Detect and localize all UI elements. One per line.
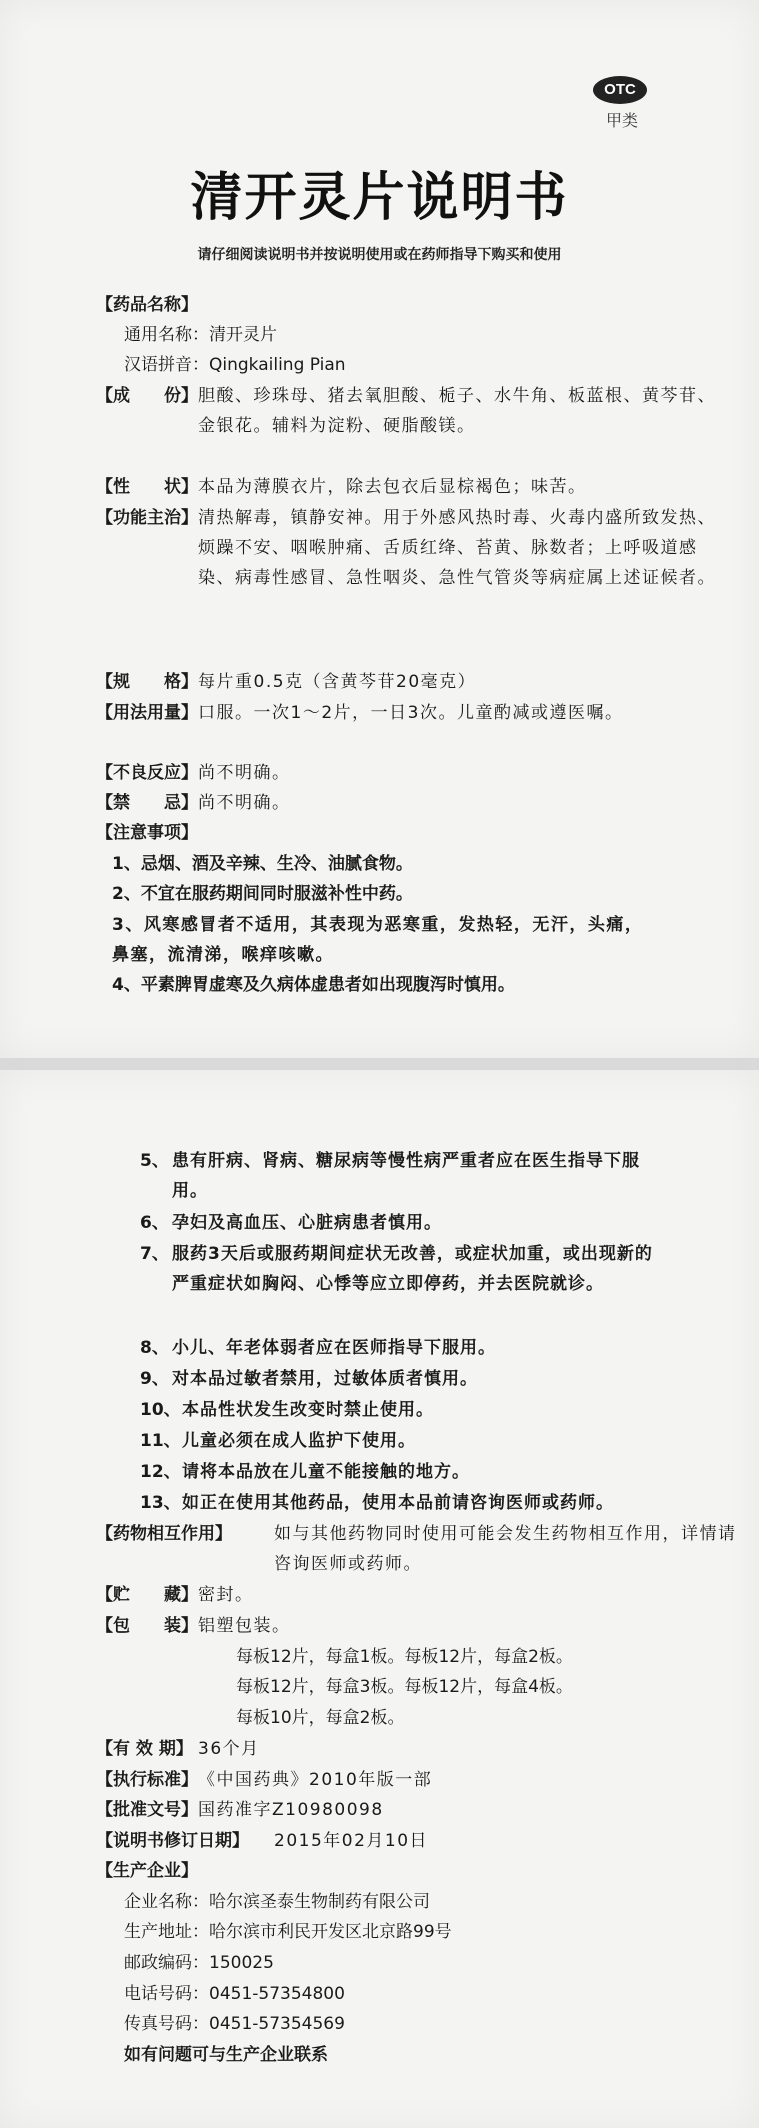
contraindications-text: 尚不明确。 xyxy=(198,793,291,813)
drug-name-heading: 【药品名称】 xyxy=(96,295,198,315)
precaution-item xyxy=(112,910,652,970)
precaution-number: 10、 xyxy=(140,1400,181,1420)
precaution-item: 2、不宜在服药期间同时服滋补性中药。 xyxy=(112,884,413,904)
pinyin-name: 汉语拼音：Qingkailing Pian xyxy=(124,355,346,375)
revision-label: 【说明书修订日期】 xyxy=(96,1831,249,1851)
contact-note: 如有问题可与生产企业联系 xyxy=(124,2045,328,2065)
precaution-number: 7、 xyxy=(140,1244,169,1264)
precaution-item xyxy=(140,1364,670,1394)
character-label: 【性 状】 xyxy=(96,477,198,497)
precaution-text: 请将本品放在儿童不能接触的地方。 xyxy=(182,1462,470,1482)
otc-badge: OTC xyxy=(593,76,647,104)
company-name: 企业名称：哈尔滨圣泰生物制药有限公司 xyxy=(124,1892,430,1912)
dosage-text: 口服。一次1～2片，一日3次。儿童酌减或遵医嘱。 xyxy=(198,703,624,723)
validity-label: 【有 效 期】 xyxy=(96,1739,193,1759)
approval-label: 【批准文号】 xyxy=(96,1800,198,1820)
precaution-number: 6、 xyxy=(140,1213,169,1233)
standard-text: 《中国药典》2010年版一部 xyxy=(198,1770,433,1790)
standard-label: 【执行标准】 xyxy=(96,1770,198,1790)
interaction-label: 【药物相互作用】 xyxy=(96,1524,232,1544)
adverse-text: 尚不明确。 xyxy=(198,763,291,783)
indications-label: 【功能主治】 xyxy=(96,508,198,528)
precaution-number: 5、 xyxy=(140,1151,169,1171)
precautions-heading: 【注意事项】 xyxy=(96,823,198,843)
package-option: 每板10片，每盒2板。 xyxy=(236,1708,405,1728)
indications-text: 清热解毒，镇静安神。用于外感风热时毒、火毒内盛所致发热、烦躁不安、咽喉肿痛、舌质红绛、苔黄、脉数者；上呼吸道感染、病毒性感冒、急性咽炎、急性气管炎等病症属上述证候者。 xyxy=(198,508,716,588)
revision-text: 2015年02月10日 xyxy=(274,1831,429,1851)
package-option: 每板12片，每盒1板。每板12片，每盒2板。 xyxy=(236,1647,573,1667)
storage-text: 密封。 xyxy=(198,1585,254,1605)
precaution-item xyxy=(140,1208,670,1238)
precaution-text: 对本品过敏者禁用，过敏体质者慎用。 xyxy=(172,1369,478,1389)
precaution-item xyxy=(140,1457,670,1487)
company-postcode: 邮政编码：150025 xyxy=(124,1953,274,1973)
precaution-number: 11、 xyxy=(140,1431,181,1451)
leaflet-page-1 xyxy=(0,0,759,1058)
otc-class-label: 甲类 xyxy=(606,111,639,130)
precaution-text: 3、风寒感冒者不适用，其表现为恶寒重，发热轻，无汗，头痛，鼻塞，流清涕，喉痒咳嗽。 xyxy=(112,915,644,965)
leaflet-page-2 xyxy=(0,1070,759,2128)
company-phone: 电话号码：0451-57354800 xyxy=(124,1984,345,2004)
dosage-label: 【用法用量】 xyxy=(96,703,198,723)
precaution-text: 如正在使用其他药品，使用本品前请咨询医师或药师。 xyxy=(182,1493,614,1513)
precaution-text: 患有肝病、肾病、糖尿病等慢性病严重者应在医生指导下服用。 xyxy=(172,1151,640,1201)
spec-text: 每片重0.5克（含黄芩苷20毫克） xyxy=(198,672,477,692)
precaution-number: 9、 xyxy=(140,1369,169,1389)
company-fax: 传真号码：0451-57354569 xyxy=(124,2014,345,2034)
precaution-item: 1、忌烟、酒及辛辣、生冷、油腻食物。 xyxy=(112,854,413,874)
manufacturer-heading: 【生产企业】 xyxy=(96,1861,198,1881)
precaution-item xyxy=(140,1239,670,1299)
precaution-item: 4、平素脾胃虚寒及久病体虚患者如出现腹泻时慎用。 xyxy=(112,975,515,995)
ingredients-label: 【成 份】 xyxy=(96,386,198,406)
ingredients-text: 胆酸、珍珠母、猪去氧胆酸、栀子、水牛角、板蓝根、黄芩苷、金银花。辅料为淀粉、硬脂酸镁。 xyxy=(198,386,716,436)
precaution-text: 儿童必须在成人监护下使用。 xyxy=(182,1431,416,1451)
character-text: 本品为薄膜衣片，除去包衣后显棕褐色；味苦。 xyxy=(198,477,587,497)
precaution-number: 8、 xyxy=(140,1338,169,1358)
leaflet-subtitle: 请仔细阅读说明书并按说明使用或在药师指导下购买和使用 xyxy=(197,247,562,263)
precaution-text: 服药3天后或服药期间症状无改善，或症状加重，或出现新的严重症状如胸闷、心悸等应立即停药，并去医院就诊。 xyxy=(172,1244,653,1294)
leaflet-title: 清开灵片说明书 xyxy=(190,168,569,228)
precaution-number: 13、 xyxy=(140,1493,181,1513)
precaution-item xyxy=(140,1488,670,1518)
package-label: 【包 装】 xyxy=(96,1616,198,1636)
adverse-label: 【不良反应】 xyxy=(96,763,198,783)
approval-text: 国药准字Z10980098 xyxy=(198,1800,384,1820)
package-option: 每板12片，每盒3板。每板12片，每盒4板。 xyxy=(236,1677,573,1697)
precaution-item xyxy=(140,1333,670,1363)
validity-text: 36个月 xyxy=(198,1739,260,1759)
precaution-item xyxy=(140,1146,670,1206)
generic-name: 通用名称：清开灵片 xyxy=(124,325,277,345)
interaction-text: 如与其他药物同时使用可能会发生药物相互作用，详情请咨询医师或药师。 xyxy=(274,1524,737,1574)
precaution-item xyxy=(140,1395,670,1425)
storage-label: 【贮 藏】 xyxy=(96,1585,198,1605)
package-text: 铝塑包装。 xyxy=(198,1616,291,1636)
precaution-item xyxy=(140,1426,670,1456)
precaution-number: 12、 xyxy=(140,1462,181,1482)
company-address: 生产地址：哈尔滨市利民开发区北京路99号 xyxy=(124,1922,452,1942)
precaution-text: 小儿、年老体弱者应在医师指导下服用。 xyxy=(172,1338,496,1358)
spec-label: 【规 格】 xyxy=(96,672,198,692)
contraindications-label: 【禁 忌】 xyxy=(96,793,198,813)
precaution-text: 孕妇及高血压、心脏病患者慎用。 xyxy=(172,1213,442,1233)
precaution-text: 本品性状发生改变时禁止使用。 xyxy=(182,1400,434,1420)
